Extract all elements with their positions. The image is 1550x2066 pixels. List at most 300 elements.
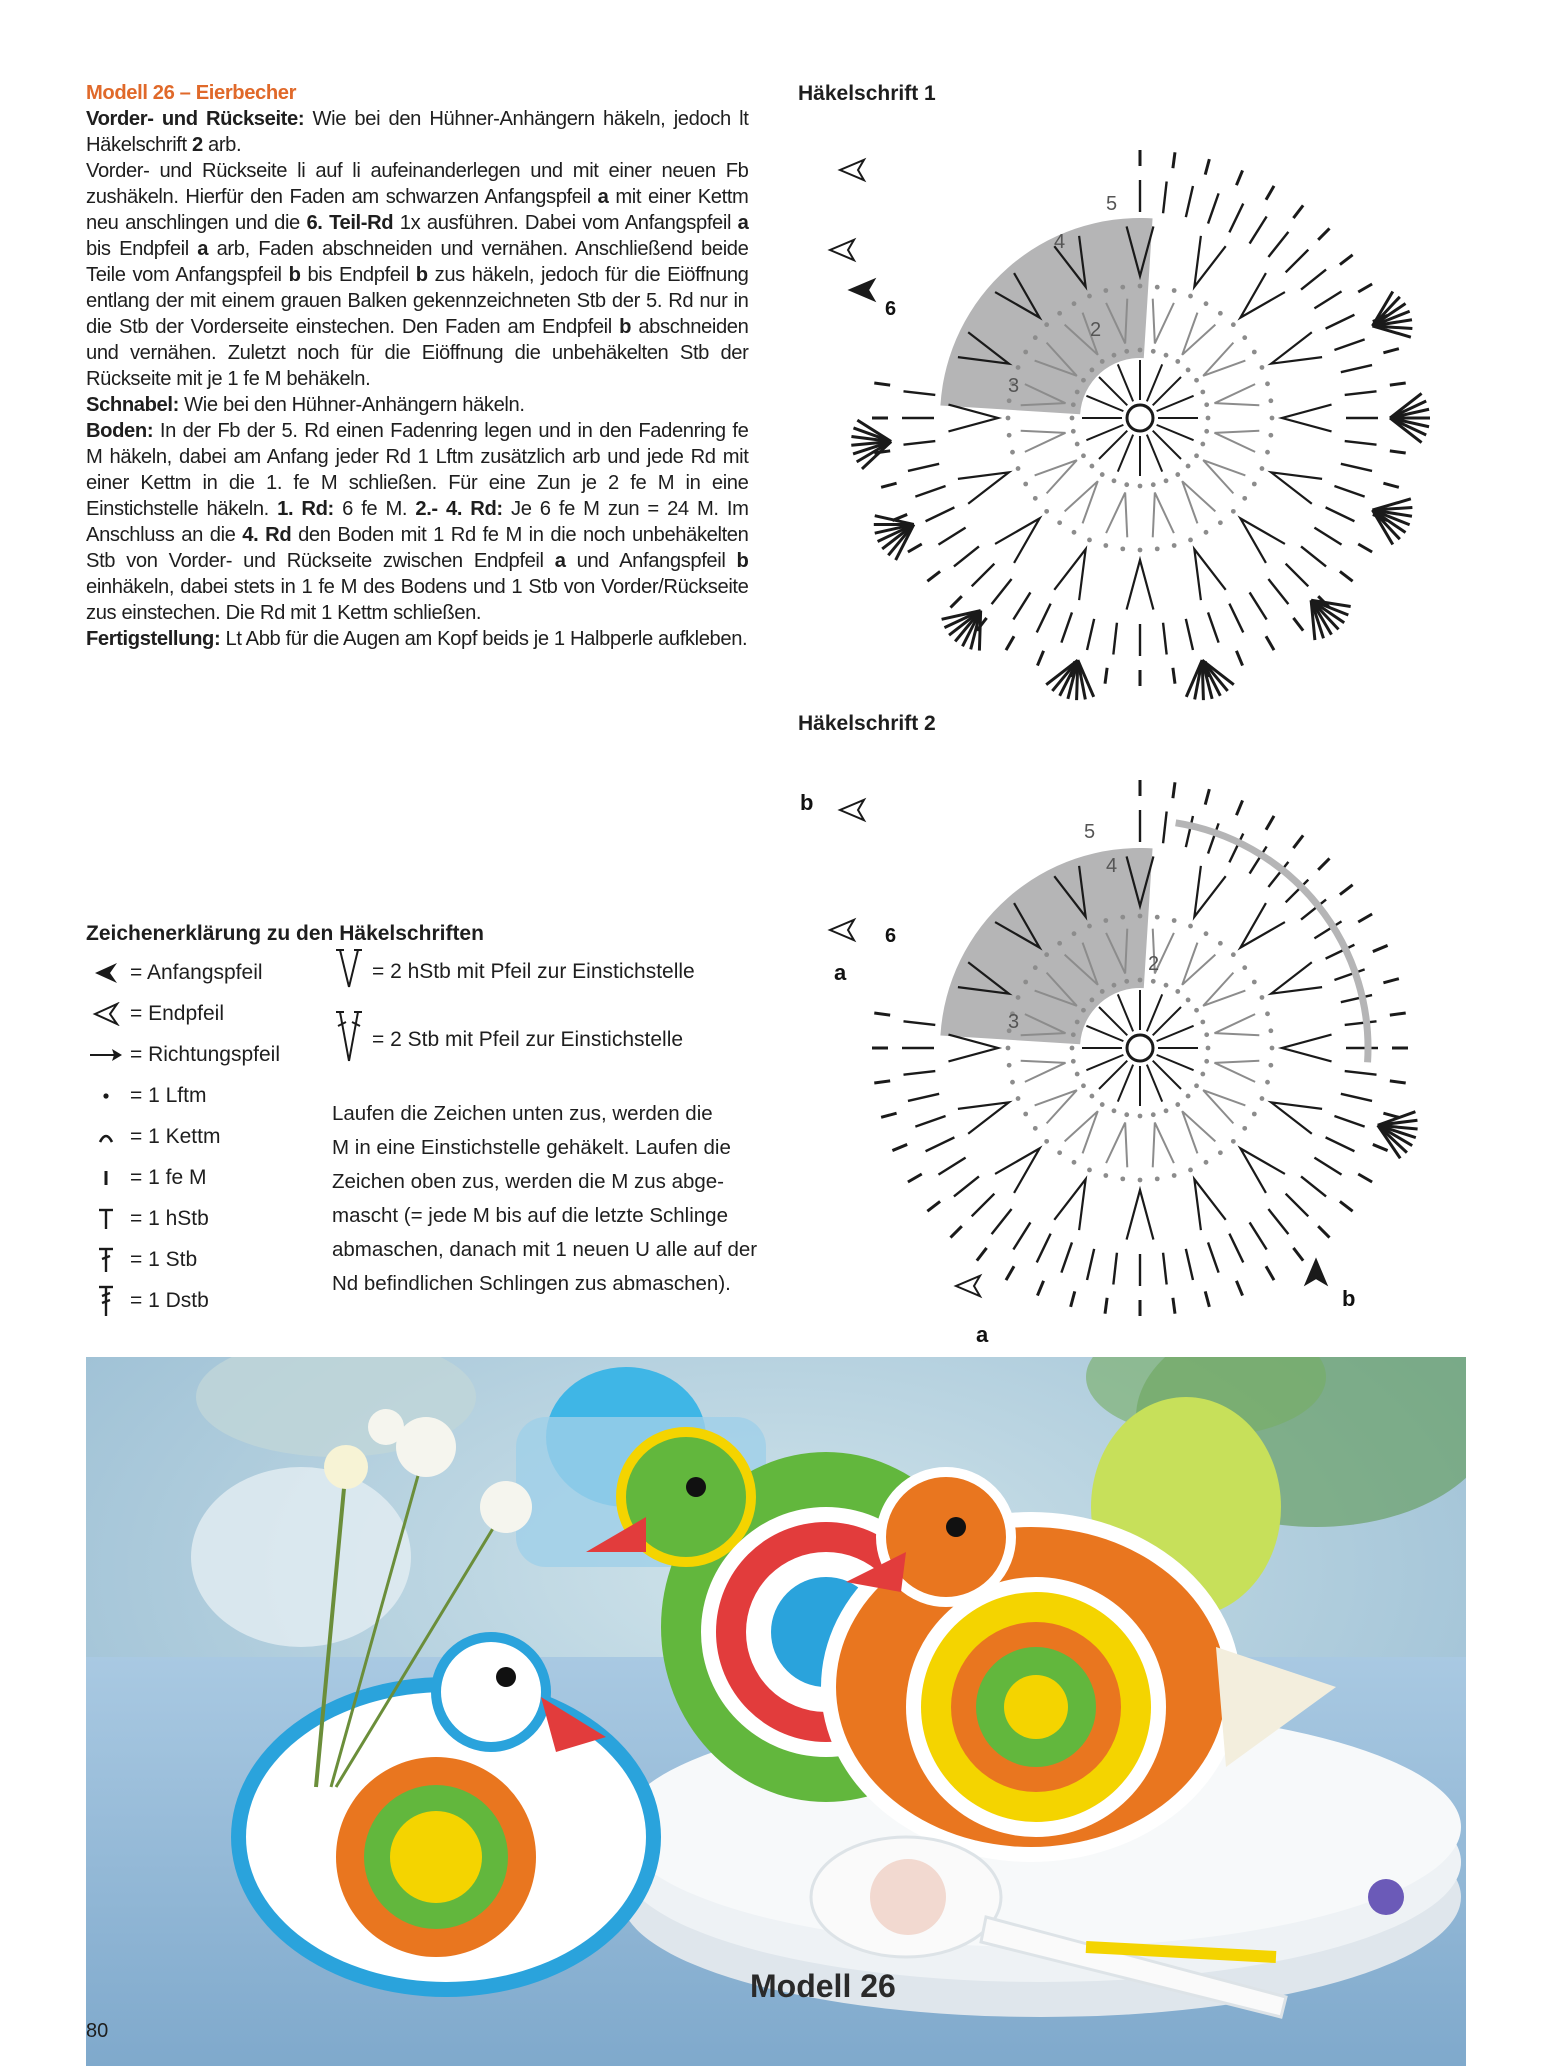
- chain-dot: [1072, 530, 1077, 535]
- label-finishing: Fertigstellung:: [86, 627, 221, 650]
- chain-dot: [1175, 989, 1180, 994]
- v-stitch-r5: [995, 518, 1040, 563]
- chain-dot: [1071, 1032, 1076, 1037]
- sc-outer: [908, 1174, 922, 1182]
- sc-outer: [874, 1013, 890, 1015]
- chain-dot: [1081, 453, 1086, 458]
- chain-dot: [1265, 450, 1270, 455]
- sc-outer: [1340, 885, 1353, 895]
- chain-dot: [1200, 390, 1205, 395]
- diagram-1-title: Häkelschrift 1: [798, 82, 936, 105]
- sc-outer: [1383, 483, 1398, 487]
- chain-dot: [1172, 543, 1177, 548]
- legend-label: = 1 Dstb: [130, 1289, 209, 1312]
- paragraph-assembly: [86, 158, 748, 392]
- sc-outer: [1390, 383, 1406, 385]
- chain-dot: [1231, 952, 1236, 957]
- stitch-r6: [1163, 623, 1167, 655]
- text-run: zus häkeln, jedoch für die Eiöffnung entlang der mit einem grauen Balken gekennzeichneten Stb der 5. Rd nur in die Stb der Vorderseite einstechen. Den Faden am Endpfeil: [86, 263, 749, 338]
- chain-dot: [1138, 978, 1143, 983]
- chain-dot: [1155, 546, 1160, 551]
- v-stitch-r3: [1215, 431, 1260, 452]
- sc-outer: [1236, 170, 1242, 185]
- stitch-r6: [1301, 270, 1326, 290]
- model-title: Modell 26 – Eierbecher: [86, 81, 297, 104]
- stitch-r6: [1345, 391, 1377, 395]
- v-stitch-r5: [948, 1035, 998, 1062]
- chain-dot: [1112, 983, 1117, 988]
- sc-outer: [1205, 789, 1209, 804]
- two-hdc-icon: [332, 947, 366, 997]
- chain-dot: [1087, 1168, 1092, 1173]
- stitch-r1: [1099, 431, 1127, 459]
- stitch-r6: [1013, 1222, 1030, 1249]
- chain-dot: [1138, 348, 1143, 353]
- chain-dot: [1103, 1173, 1108, 1178]
- chain-dot: [1016, 365, 1021, 370]
- chain-dot: [1072, 931, 1077, 936]
- stitch-r1: [1157, 396, 1194, 411]
- stitch-r6: [1208, 193, 1219, 223]
- chain-dot: [1124, 1112, 1129, 1117]
- chain-dot: [1204, 429, 1209, 434]
- chain-dot: [1265, 1011, 1270, 1016]
- stitch-r6: [1301, 1176, 1326, 1196]
- v-stitch-r5: [1271, 962, 1322, 993]
- text-run: 4. Rd: [242, 523, 292, 546]
- stitch-r6: [1163, 1253, 1167, 1285]
- text-run: b: [288, 263, 301, 286]
- sc-outer: [950, 1226, 961, 1237]
- paragraph-finishing: [86, 626, 748, 652]
- text-run: und Anfangspfeil: [565, 549, 737, 572]
- chain-dot: [1071, 429, 1076, 434]
- chain-dot: [1186, 368, 1191, 373]
- legend-item-sc: [86, 1163, 206, 1193]
- chain-dot: [1044, 952, 1049, 957]
- chain-dot: [1112, 353, 1117, 358]
- magic-ring: [1127, 405, 1153, 431]
- chain-dot: [1075, 1020, 1080, 1025]
- crochet-chart-2: [790, 730, 1490, 1350]
- v-stitch-r3: [1203, 343, 1245, 376]
- chain-dot: [1103, 543, 1108, 548]
- chain-dot: [1172, 288, 1177, 293]
- stitch-r6: [1061, 1242, 1072, 1272]
- label-front-back: Vorder- und Rückseite:: [86, 107, 305, 130]
- chain-dot: [1204, 1032, 1209, 1037]
- v-stitch-r3: [1153, 493, 1174, 538]
- chain-dot: [1090, 998, 1095, 1003]
- chain-dot: [1252, 482, 1257, 487]
- stitch-r6: [1341, 464, 1372, 471]
- chain-dot: [1204, 1160, 1209, 1165]
- text-run: 6 fe M.: [333, 497, 416, 520]
- v-stitch-r5: [1127, 560, 1154, 610]
- stitch-r6: [1013, 592, 1030, 619]
- chain-dot: [1072, 1160, 1077, 1165]
- stitch-r6: [1334, 486, 1364, 497]
- chain-dot: [1075, 1072, 1080, 1077]
- text-run: Je 6 fe M zun = 24 M. Im Anschluss an die: [86, 497, 749, 546]
- chain-dot: [1090, 1094, 1095, 1099]
- v-stitch-r3: [1035, 1090, 1077, 1123]
- stitch-r6: [1341, 365, 1372, 372]
- v-stitch-r3: [1215, 1014, 1260, 1035]
- chain-dot: [1186, 998, 1191, 1003]
- photo-caption: Modell 26: [750, 1968, 896, 2004]
- text-run: arb.: [202, 133, 242, 156]
- stitch-r6: [1229, 1234, 1243, 1263]
- chain-dot: [1188, 924, 1193, 929]
- sc-outer: [927, 1201, 940, 1211]
- chain-dot: [1090, 464, 1095, 469]
- v-stitch-r3: [1215, 1061, 1260, 1082]
- v-stitch-r3: [1203, 460, 1245, 493]
- chain-dot: [1270, 416, 1275, 421]
- stitch-r6: [1326, 1137, 1355, 1151]
- sc-outer: [1293, 618, 1303, 631]
- direction-arrow-icon: [86, 1045, 126, 1065]
- stitch-r6: [1186, 1249, 1193, 1280]
- chain-dot: [1206, 1046, 1211, 1051]
- chain-dot: [1112, 478, 1117, 483]
- chain-dot: [1242, 1126, 1247, 1131]
- stitch-r6: [1301, 546, 1326, 566]
- round-label-6: 6: [885, 298, 897, 320]
- chain-dot: [1151, 349, 1156, 354]
- chain-dot: [1023, 350, 1028, 355]
- stitch-r6: [1268, 1209, 1288, 1234]
- chain-dot: [1010, 450, 1015, 455]
- stitch-r6: [1250, 592, 1267, 619]
- legend-item-start-arrow: [86, 958, 263, 988]
- chain-dot: [1033, 496, 1038, 501]
- sc-outer: [1318, 1226, 1329, 1237]
- sc-outer: [977, 1248, 987, 1261]
- stitch-r1: [1147, 364, 1162, 401]
- sc-outer: [1383, 349, 1398, 353]
- chain-dot: [1188, 1168, 1193, 1173]
- text-run: mit einer Kettm neu anschlingen und die: [86, 185, 749, 234]
- product-photo: [86, 1357, 1466, 2066]
- text-run: Wie bei den Hühner-Anhängern häkeln, jedoch lt Häkelschrift: [86, 107, 749, 156]
- chain-dot: [1231, 322, 1236, 327]
- arrow-label-a-bottom: a: [976, 1322, 989, 1347]
- chain-dot: [1124, 349, 1129, 354]
- legend-label: = Anfangspfeil: [130, 961, 263, 984]
- chain-dot: [1268, 433, 1273, 438]
- sc-outer: [1105, 668, 1107, 684]
- stitch-r6: [1334, 1116, 1364, 1127]
- chain-dot: [1218, 1150, 1223, 1155]
- text-run: b: [415, 263, 428, 286]
- chain-dot: [1242, 496, 1247, 501]
- paragraph-front-back: [86, 106, 748, 158]
- stitch-r1: [1099, 1007, 1127, 1035]
- chain-dot: [1023, 1112, 1028, 1117]
- text-run: b: [736, 549, 749, 572]
- chain-dot-icon: [86, 1086, 126, 1106]
- legend-item-direction-arrow: [86, 1040, 280, 1070]
- chain-dot: [1006, 1046, 1011, 1051]
- v-stitch-r5: [948, 405, 998, 432]
- v-stitch-r5: [1194, 236, 1225, 287]
- chain-dot: [1164, 353, 1169, 358]
- stitch-r1: [1118, 994, 1133, 1031]
- v-stitch-r5: [1240, 273, 1285, 318]
- chain-dot: [1007, 1063, 1012, 1068]
- legend-item-slip: [86, 1122, 220, 1152]
- stitch-r6: [1250, 1222, 1267, 1249]
- chain-dot: [1033, 965, 1038, 970]
- sc-outer: [1358, 544, 1372, 552]
- chain-dot: [1175, 472, 1180, 477]
- sc-outer: [1173, 668, 1175, 684]
- v-stitch-r3: [1215, 384, 1260, 405]
- chain-dot: [1081, 1083, 1086, 1088]
- sc-outer: [1037, 651, 1043, 666]
- chain-dot: [1164, 478, 1169, 483]
- stitch-r1: [1157, 1055, 1194, 1070]
- round-label-3: 3: [1008, 1011, 1020, 1033]
- v-stitch-r5: [1282, 405, 1332, 432]
- stitch-r6: [1208, 612, 1219, 642]
- chain-dot: [1204, 530, 1209, 535]
- stitch-r1: [1153, 377, 1181, 405]
- symbol-legend: [86, 922, 806, 1342]
- sc-outer: [1340, 255, 1353, 265]
- sc-outer: [1373, 945, 1388, 951]
- chain-dot: [1155, 285, 1160, 290]
- chain-dot: [1200, 1072, 1205, 1077]
- chain-dot: [1252, 350, 1257, 355]
- round-label-6: 6: [885, 925, 897, 947]
- chain-dot: [1260, 365, 1265, 370]
- legend-note: [332, 1097, 772, 1301]
- sc-outer: [881, 483, 896, 487]
- stitch-r6: [1087, 619, 1094, 650]
- sc-outer: [1006, 636, 1014, 650]
- chain-dot: [1057, 941, 1062, 946]
- chain-dot: [1242, 335, 1247, 340]
- arrow-label-b-bottom: b: [1342, 1286, 1356, 1311]
- v-stitch-r5: [1194, 549, 1225, 600]
- chain-dot: [1206, 416, 1211, 421]
- chain-dot: [1103, 288, 1108, 293]
- chain-dot: [1268, 1028, 1273, 1033]
- chain-dot: [1138, 1114, 1143, 1119]
- chain-dot: [1186, 464, 1191, 469]
- chain-dot: [1138, 484, 1143, 489]
- stitch-r6: [938, 528, 965, 545]
- chain-dot: [1081, 1008, 1086, 1013]
- diagram-2-title: Häkelschrift 2: [798, 712, 936, 735]
- stitch-r6: [1341, 995, 1372, 1002]
- round-label-5: 5: [1084, 821, 1096, 843]
- stitch-r6: [915, 486, 945, 497]
- sc-outer: [1390, 1081, 1406, 1083]
- chain-dot: [1087, 538, 1092, 543]
- chain-dot: [1164, 1108, 1169, 1113]
- stitch-r6: [903, 391, 935, 395]
- chain-dot: [1100, 1102, 1105, 1107]
- sc-outer: [1390, 1013, 1406, 1015]
- stitch-r1: [1153, 1007, 1181, 1035]
- sc-outer: [1173, 1298, 1175, 1314]
- chain-dot: [1087, 294, 1092, 299]
- chain-dot: [1124, 482, 1129, 487]
- chain-dot: [1231, 1139, 1236, 1144]
- chain-dot: [1155, 915, 1160, 920]
- chain-dot: [1081, 378, 1086, 383]
- sc-outer: [1205, 159, 1209, 174]
- text-run: a: [197, 237, 209, 260]
- stitch-r6: [1314, 1158, 1341, 1175]
- text-run: 2.- 4. Rd:: [415, 497, 503, 520]
- chain-dot: [1120, 546, 1125, 551]
- label-beak: Schnabel:: [86, 393, 179, 416]
- chain-dot: [1124, 979, 1129, 984]
- sc-outer: [1266, 186, 1274, 200]
- chain-dot: [1194, 1008, 1199, 1013]
- sc-outer: [1236, 651, 1242, 666]
- end-arrow-icon: [840, 160, 864, 180]
- chain-dot: [1164, 983, 1169, 988]
- chain-dot: [1200, 442, 1205, 447]
- legend-label: = Endpfeil: [130, 1002, 224, 1025]
- start-arrow-icon: [86, 961, 126, 985]
- chain-dot: [1044, 322, 1049, 327]
- chain-dot: [1172, 1173, 1177, 1178]
- stitch-r1: [1147, 1065, 1162, 1102]
- v-stitch-r3: [1153, 1123, 1174, 1168]
- v-stitch-r5: [1271, 1102, 1322, 1133]
- v-stitch-r5: [1240, 903, 1285, 948]
- slip-stitch-icon: [86, 1127, 126, 1147]
- chain-dot: [1204, 931, 1209, 936]
- chain-dot: [1265, 1080, 1270, 1085]
- legend-item-chain: [86, 1081, 206, 1111]
- v-stitch-r3: [1153, 299, 1174, 344]
- sc-outer: [1173, 782, 1175, 798]
- v-stitch-r5: [1194, 866, 1225, 917]
- text-run: Lt Abb für die Augen am Kopf beids je 1 Halbperle aufkleben.: [220, 627, 748, 650]
- stitch-r1: [1099, 377, 1127, 405]
- stitch-r6: [1268, 579, 1288, 604]
- chain-dot: [1265, 381, 1270, 386]
- stitch-r6: [1186, 816, 1193, 847]
- chain-dot: [1120, 915, 1125, 920]
- chain-dot: [1023, 980, 1028, 985]
- sc-outer: [1205, 1291, 1209, 1306]
- chain-dot: [1057, 520, 1062, 525]
- chain-dot: [1033, 335, 1038, 340]
- stitch-r6: [1229, 204, 1243, 233]
- chain-dot: [1044, 509, 1049, 514]
- stitch-r6: [1208, 1242, 1219, 1272]
- v-stitch-r5: [1240, 518, 1285, 563]
- legend-item-end-arrow: [86, 999, 224, 1029]
- chain-dot: [1100, 989, 1105, 994]
- v-stitch-r5: [1271, 472, 1322, 503]
- sc-outer: [1266, 636, 1274, 650]
- stitch-r6: [1163, 181, 1167, 213]
- stitch-r6: [908, 464, 939, 471]
- v-stitch-r3: [1203, 973, 1245, 1006]
- chain-dot: [1010, 1080, 1015, 1085]
- stitch-r6: [1286, 1194, 1309, 1217]
- sc-outer: [1358, 284, 1372, 292]
- stitch-r1: [1147, 435, 1162, 472]
- paragraph-bottom: [86, 418, 748, 626]
- note-line: Nd befindlichen Schlingen zus abmaschen).: [332, 1272, 731, 1295]
- stitch-r1: [1153, 1061, 1181, 1089]
- chain-dot: [1075, 442, 1080, 447]
- chain-dot: [1071, 402, 1076, 407]
- v-stitch-r5: [1194, 1179, 1225, 1230]
- round-label-4: 4: [1106, 855, 1118, 877]
- sc-outer: [950, 596, 961, 607]
- chain-dot: [1204, 402, 1209, 407]
- round-label-4: 4: [1054, 231, 1066, 253]
- v-stitch-r5: [1271, 332, 1322, 363]
- chain-dot: [1218, 311, 1223, 316]
- chain-dot: [1007, 433, 1012, 438]
- arrow-label-a-top: a: [834, 960, 847, 985]
- text-run: Wie bei den Hühner-Anhängern häkeln.: [178, 393, 525, 416]
- v-stitch-r3: [1021, 431, 1066, 452]
- stitch-r6: [992, 1209, 1012, 1234]
- legend-label: = 2 hStb mit Pfeil zur Einstichstelle: [372, 960, 695, 983]
- stitch-r6: [903, 1071, 935, 1075]
- two-dc-icon: [332, 1009, 366, 1071]
- round-label-5: 5: [1106, 193, 1118, 215]
- stitch-r6: [1113, 1253, 1117, 1285]
- text-run: b: [619, 315, 632, 338]
- stitch-r6: [1268, 232, 1288, 257]
- v-stitch-r3: [1065, 481, 1098, 523]
- round-label-2: 2: [1148, 953, 1160, 975]
- chain-dot: [1242, 965, 1247, 970]
- end-arrow-icon: [830, 240, 854, 260]
- stitch-r6: [903, 441, 935, 445]
- chain-dot: [1175, 359, 1180, 364]
- stitch-r1: [1157, 425, 1194, 440]
- arrow-label-b-top: b: [800, 790, 814, 815]
- stitch-r6: [1341, 1094, 1372, 1101]
- legend-label: = 1 Lftm: [130, 1084, 207, 1107]
- sc-outer: [874, 383, 890, 385]
- text-run: 1x ausführen. Dabei vom Anfangspfeil: [393, 211, 738, 234]
- chain-dot: [1260, 1096, 1265, 1101]
- chain-dot: [1120, 1176, 1125, 1181]
- chain-dot: [1172, 918, 1177, 923]
- v-stitch-r5: [995, 1148, 1040, 1193]
- stitch-r1: [1147, 994, 1162, 1031]
- stitch-r6: [1345, 1071, 1377, 1075]
- v-stitch-r3: [1035, 460, 1077, 493]
- chain-dot: [1204, 1059, 1209, 1064]
- text-run: den Boden mit 1 Rd fe M in die noch unbehäkelten Stb von Vorder- und Rückseite zwischen Endpfeil: [86, 523, 749, 572]
- stitch-r6: [954, 1176, 979, 1196]
- text-run: Vorder- und Rückseite li auf li aufeinanderlegen und mit einer neuen Fb zushäkeln. Hierfür den Faden am schwarzen Anfangspfeil: [86, 159, 749, 208]
- end-arrow-icon: [840, 800, 864, 820]
- stitch-r1: [1099, 1061, 1127, 1089]
- chain-dot: [1186, 1094, 1191, 1099]
- legend-item-dc: [86, 1245, 197, 1275]
- round-label-2: 2: [1090, 319, 1102, 341]
